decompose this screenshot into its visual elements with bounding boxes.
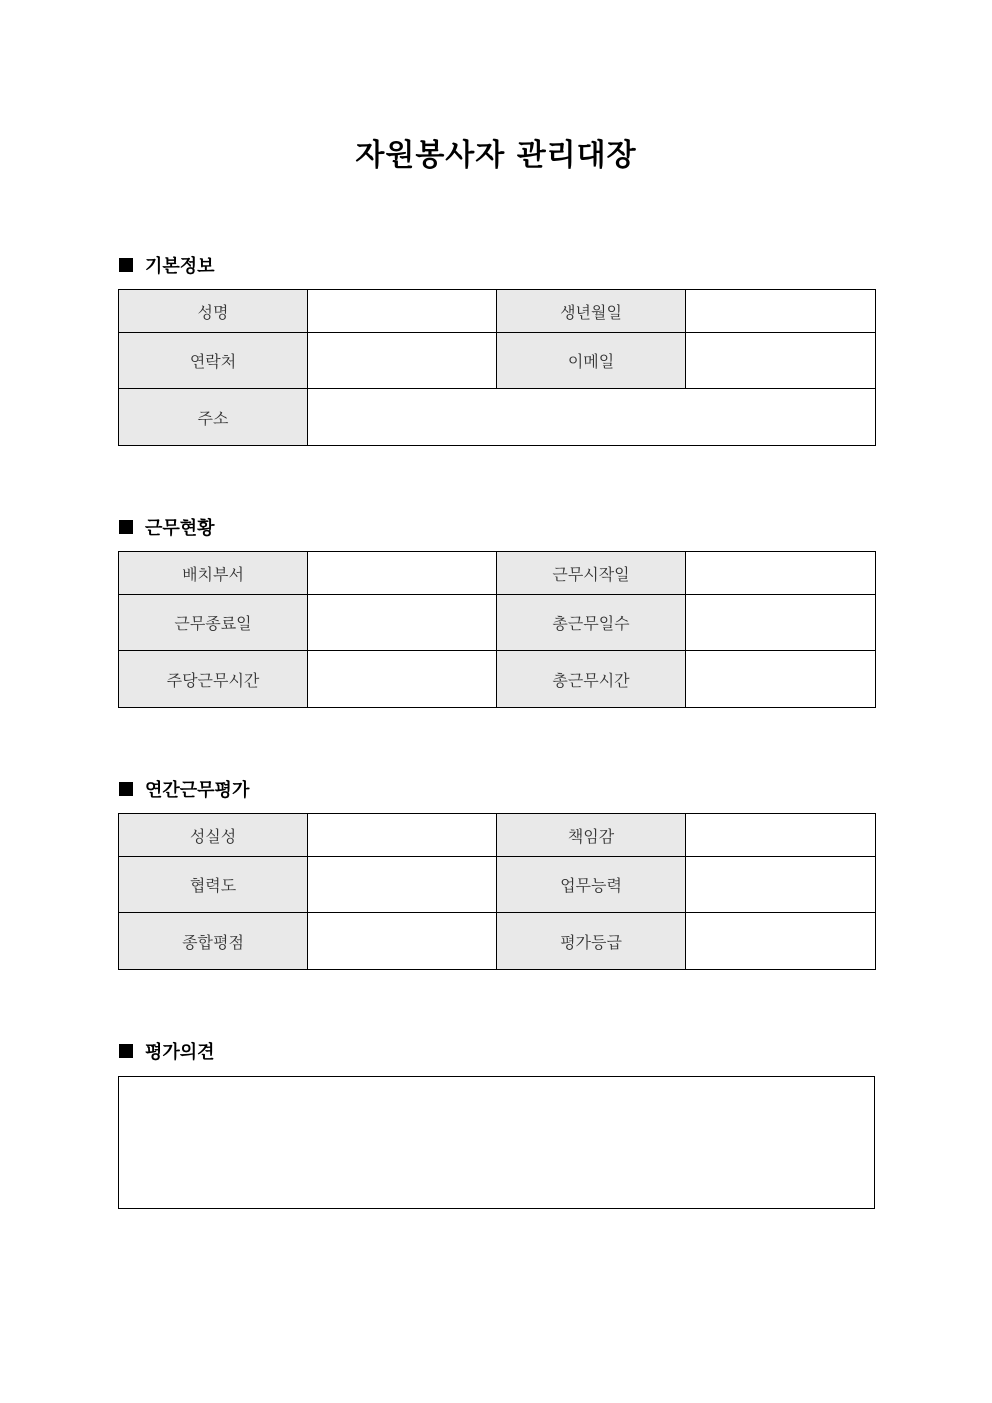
section-heading-label: 기본정보 bbox=[145, 256, 215, 277]
responsibility-field[interactable] bbox=[686, 814, 876, 857]
evaluation-grade-label: 평가등급 bbox=[497, 913, 686, 970]
work-ability-label: 업무능력 bbox=[497, 857, 686, 913]
square-bullet-icon bbox=[119, 782, 133, 796]
section-heading-basic-info bbox=[119, 253, 215, 277]
overall-score-label: 종합평점 bbox=[119, 913, 308, 970]
total-hours-label: 총근무시간 bbox=[497, 651, 686, 708]
name-label: 성명 bbox=[119, 290, 308, 333]
table-row bbox=[119, 389, 876, 446]
section-heading-label: 근무현황 bbox=[145, 518, 215, 539]
section-heading-label: 연간근무평가 bbox=[145, 780, 250, 801]
address-field[interactable] bbox=[308, 389, 876, 446]
end-date-label: 근무종료일 bbox=[119, 595, 308, 651]
weekly-hours-field[interactable] bbox=[308, 651, 497, 708]
end-date-field[interactable] bbox=[308, 595, 497, 651]
name-field[interactable] bbox=[308, 290, 497, 333]
table-row bbox=[119, 651, 876, 708]
annual-evaluation-table bbox=[118, 813, 876, 970]
start-date-label: 근무시작일 bbox=[497, 552, 686, 595]
email-field[interactable] bbox=[686, 333, 876, 389]
total-work-days-field[interactable] bbox=[686, 595, 876, 651]
square-bullet-icon bbox=[119, 520, 133, 534]
start-date-field[interactable] bbox=[686, 552, 876, 595]
table-row bbox=[119, 595, 876, 651]
table-row bbox=[119, 552, 876, 595]
basic-info-table bbox=[118, 289, 876, 446]
evaluation-grade-field[interactable] bbox=[686, 913, 876, 970]
department-field[interactable] bbox=[308, 552, 497, 595]
weekly-hours-label: 주당근무시간 bbox=[119, 651, 308, 708]
birthdate-label: 생년월일 bbox=[497, 290, 686, 333]
document-title: 자원봉사자 관리대장 bbox=[355, 138, 637, 173]
total-hours-field[interactable] bbox=[686, 651, 876, 708]
table-row bbox=[119, 913, 876, 970]
table-row bbox=[119, 814, 876, 857]
sincerity-field[interactable] bbox=[308, 814, 497, 857]
department-label: 배치부서 bbox=[119, 552, 308, 595]
section-heading-label: 평가의견 bbox=[145, 1042, 215, 1063]
table-row bbox=[119, 290, 876, 333]
work-status-table bbox=[118, 551, 876, 708]
section-heading-annual-evaluation bbox=[119, 777, 249, 801]
total-work-days-label: 총근무일수 bbox=[497, 595, 686, 651]
address-label: 주소 bbox=[119, 389, 308, 446]
section-heading-evaluation-opinion bbox=[119, 1039, 215, 1063]
email-label: 이메일 bbox=[497, 333, 686, 389]
contact-label: 연락처 bbox=[119, 333, 308, 389]
work-ability-field[interactable] bbox=[686, 857, 876, 913]
cooperation-label: 협력도 bbox=[119, 857, 308, 913]
section-heading-work-status bbox=[119, 515, 215, 539]
birthdate-field[interactable] bbox=[686, 290, 876, 333]
sincerity-label: 성실성 bbox=[119, 814, 308, 857]
square-bullet-icon bbox=[119, 258, 133, 272]
cooperation-field[interactable] bbox=[308, 857, 497, 913]
contact-field[interactable] bbox=[308, 333, 497, 389]
table-row bbox=[119, 857, 876, 913]
responsibility-label: 책임감 bbox=[497, 814, 686, 857]
table-row bbox=[119, 333, 876, 389]
evaluation-opinion-field[interactable] bbox=[118, 1076, 875, 1209]
square-bullet-icon bbox=[119, 1044, 133, 1058]
overall-score-field[interactable] bbox=[308, 913, 497, 970]
